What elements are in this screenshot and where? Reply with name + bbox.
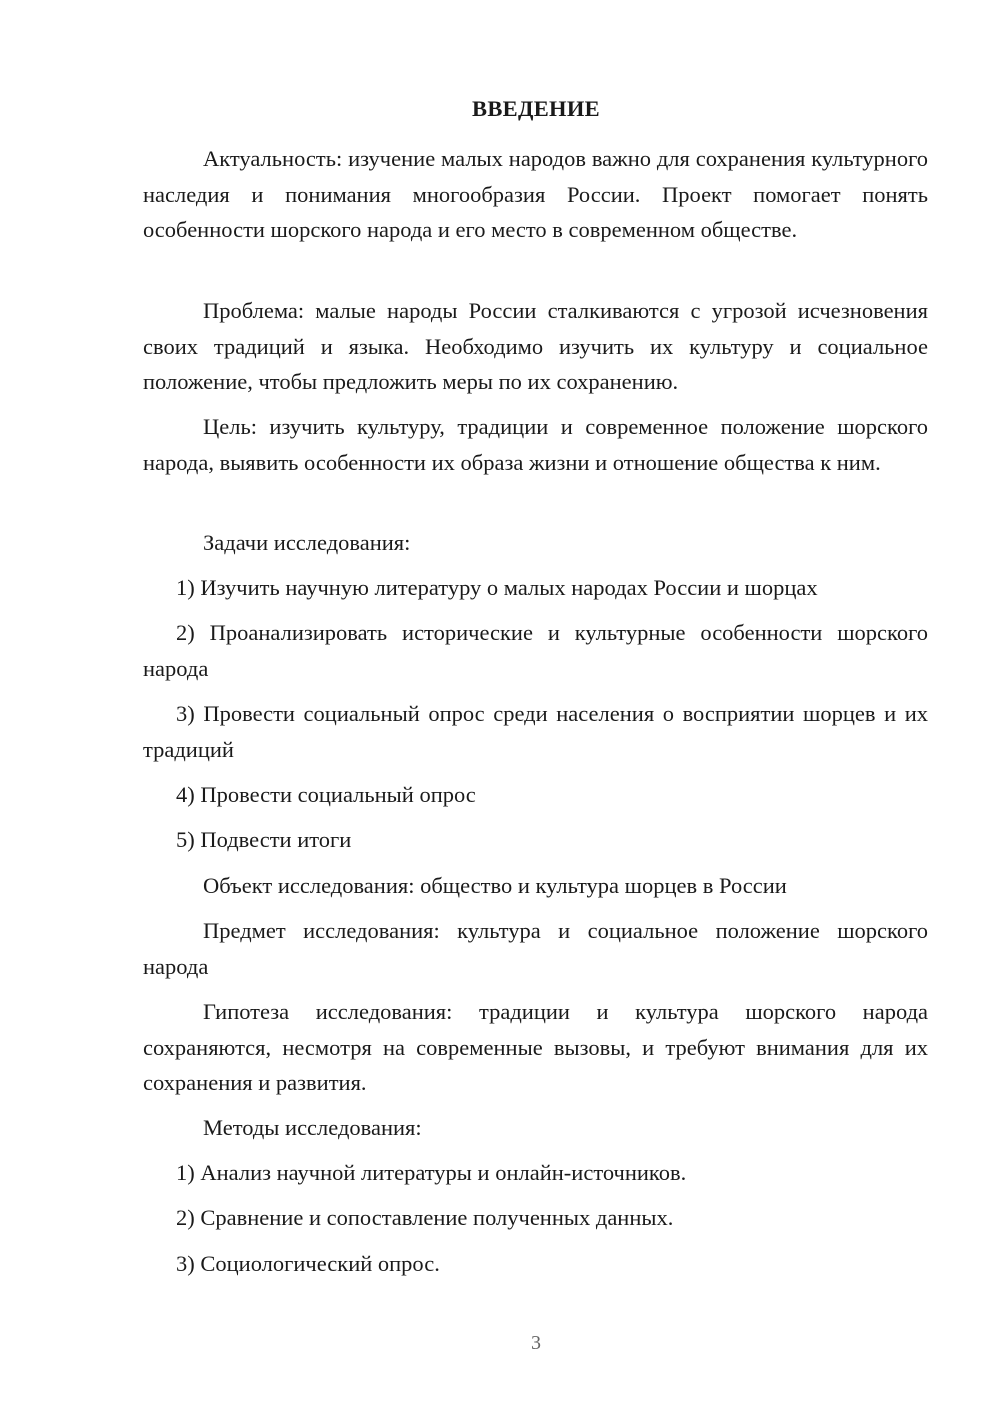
- task-item-1: 1) Изучить научную литературу о малых народах России и шорцах: [176, 575, 818, 600]
- page-title: ВВЕДЕНИЕ: [472, 96, 600, 121]
- method-item-2: 2) Сравнение и сопоставление полученных данных.: [176, 1205, 674, 1230]
- task-item-4: 4) Провести социальный опрос: [176, 782, 476, 807]
- paragraph-subject: Предмет исследования: культура и социальное положение шорского народа: [143, 918, 928, 979]
- paragraph-goal: Цель: изучить культуру, традиции и современное положение шорского народа, выявить особенности их образа жизни и отношение общества к ним.: [143, 414, 928, 475]
- paragraph-problem: Проблема: малые народы России сталкиваются с угрозой исчезновения своих традиций и языка. Необходимо изучить их культуру и социальное положение, чтобы предложить меры по их сохранению.: [143, 298, 928, 394]
- page-number: 3: [531, 1332, 541, 1354]
- task-item-5: 5) Подвести итоги: [176, 827, 352, 852]
- paragraph-hypothesis: Гипотеза исследования: традиции и культура шорского народа сохраняются, несмотря на современные вызовы, и требуют внимания для их сохранения и развития.: [143, 999, 928, 1095]
- tasks-heading: Задачи исследования:: [203, 530, 411, 555]
- methods-heading: Методы исследования:: [203, 1115, 422, 1140]
- task-item-3: 3) Провести социальный опрос среди населения о восприятии шорцев и их традиций: [143, 701, 928, 762]
- paragraph-object: Объект исследования: общество и культура шорцев в России: [203, 873, 787, 898]
- task-item-2: 2) Проанализировать исторические и культурные особенности шорского народа: [143, 620, 928, 681]
- method-item-1: 1) Анализ научной литературы и онлайн-источников.: [176, 1160, 687, 1185]
- method-item-3: 3) Социологический опрос.: [176, 1251, 440, 1276]
- paragraph-relevance: Актуальность: изучение малых народов важно для сохранения культурного наследия и понимания многообразия России. Проект помогает понять особенности шорского народа и его место в современном обществе.: [143, 146, 928, 242]
